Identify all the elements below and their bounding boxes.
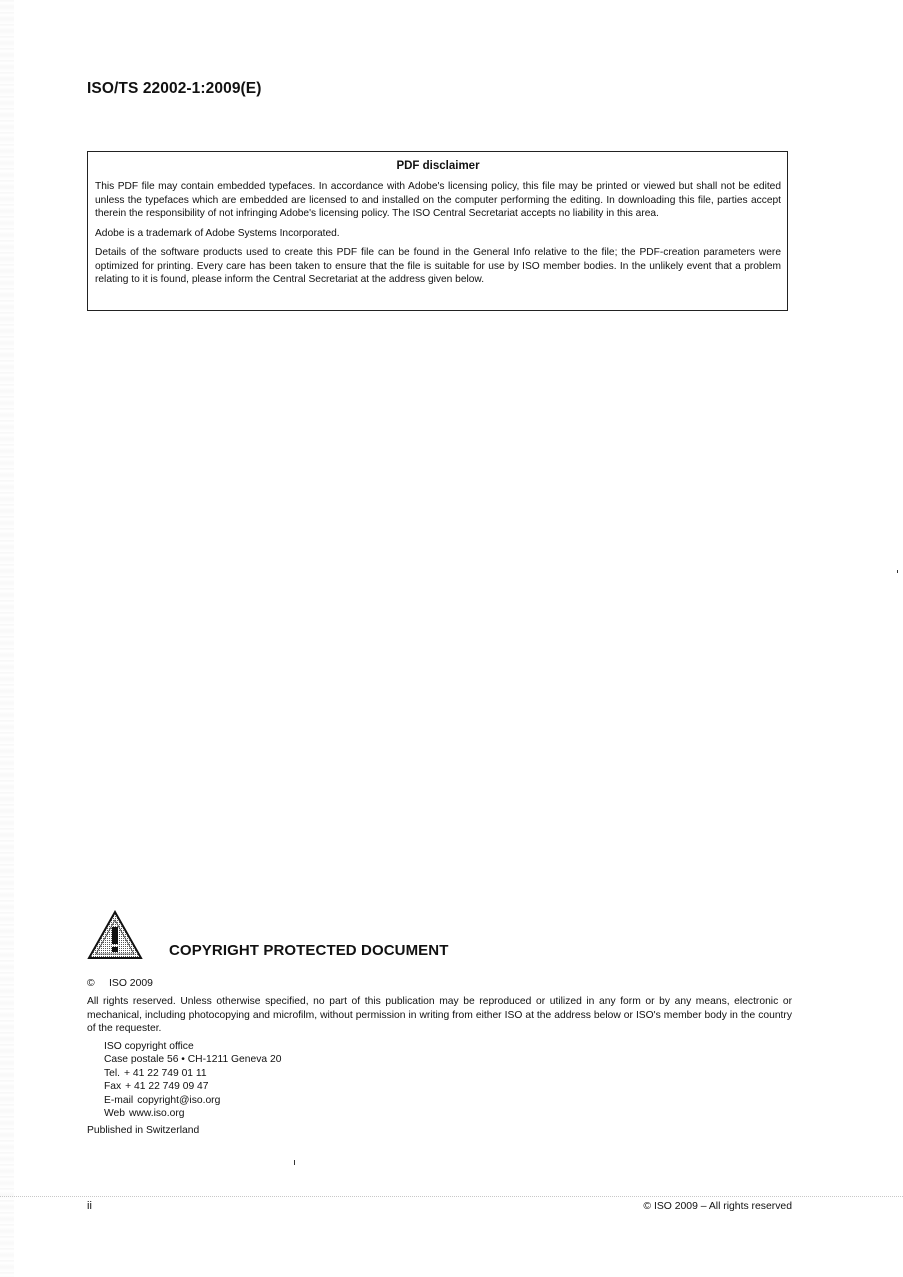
rights-paragraph: All rights reserved. Unless otherwise specified, no part of this publication may be reproduced or utilized in any form or by any means, electronic or mechanical, including photocopying and microfilm, without permission in writing from either ISO at the address below or ISO's member body in the country of the requester. bbox=[87, 996, 792, 1034]
telephone-number: + 41 22 749 01 11 bbox=[124, 1067, 207, 1079]
copyright-year: ISO 2009 bbox=[109, 978, 153, 989]
disclaimer-title: PDF disclaimer bbox=[396, 160, 480, 172]
copyright-section bbox=[87, 910, 792, 1136]
fax-label: Fax bbox=[104, 1081, 122, 1093]
copyright-year-line bbox=[87, 978, 792, 989]
disclaimer-paragraph: This PDF file may contain embedded typefaces. In accordance with Adobe's licensing policy, this file may be printed or viewed but shall not be edited unless the typefaces which are embedded are licensed to and installed on the computer performing the editing. In downloading this file, parties accept therein the responsibility of not infringing Adobe's licensing policy. The ISO Central Secretariat accepts no liability in this area. bbox=[95, 181, 781, 219]
fax-line bbox=[104, 1080, 792, 1094]
web-line bbox=[104, 1107, 792, 1121]
copyright-heading-row bbox=[87, 910, 792, 962]
scan-speck bbox=[897, 570, 898, 573]
copyright-title: COPYRIGHT PROTECTED DOCUMENT bbox=[169, 942, 449, 959]
postal-address: Case postale 56 • CH-1211 Geneva 20 bbox=[104, 1054, 282, 1066]
fax-number: + 41 22 749 09 47 bbox=[125, 1081, 209, 1093]
office-name: ISO copyright office bbox=[104, 1040, 194, 1052]
scan-speck bbox=[294, 1160, 295, 1165]
contact-address-block bbox=[104, 1040, 792, 1122]
copyright-symbol: © bbox=[87, 978, 95, 989]
footer-copyright: © ISO 2009 – All rights reserved bbox=[643, 1201, 792, 1212]
email-label: E-mail bbox=[104, 1094, 134, 1106]
document-id-header: ISO/TS 22002-1:2009(E) bbox=[87, 80, 262, 97]
disclaimer-paragraph: Details of the software products used to create this PDF file can be found in the General Info relative to the file; the PDF-creation parameters were optimized for printing. Every care has been taken to ensure that the file is suitable for use by ISO member bodies. In the unlikely event that a problem relating to it is found, please inform the Central Secretariat at the address given below. bbox=[95, 247, 781, 285]
scan-edge-artifact bbox=[0, 0, 14, 1277]
warning-triangle-icon bbox=[87, 910, 143, 960]
web-address: www.iso.org bbox=[129, 1108, 185, 1120]
email-line bbox=[104, 1094, 792, 1108]
email-address: copyright@iso.org bbox=[137, 1094, 221, 1106]
footer-page-number: ii bbox=[87, 1200, 92, 1212]
telephone-label: Tel. bbox=[104, 1067, 121, 1079]
published-location: Published in Switzerland bbox=[87, 1125, 200, 1137]
footer-divider bbox=[0, 1196, 903, 1197]
web-label: Web bbox=[104, 1108, 125, 1120]
disclaimer-paragraph: Adobe is a trademark of Adobe Systems Incorporated. bbox=[95, 227, 340, 239]
pdf-disclaimer-box bbox=[87, 151, 788, 311]
telephone-line bbox=[104, 1067, 792, 1081]
